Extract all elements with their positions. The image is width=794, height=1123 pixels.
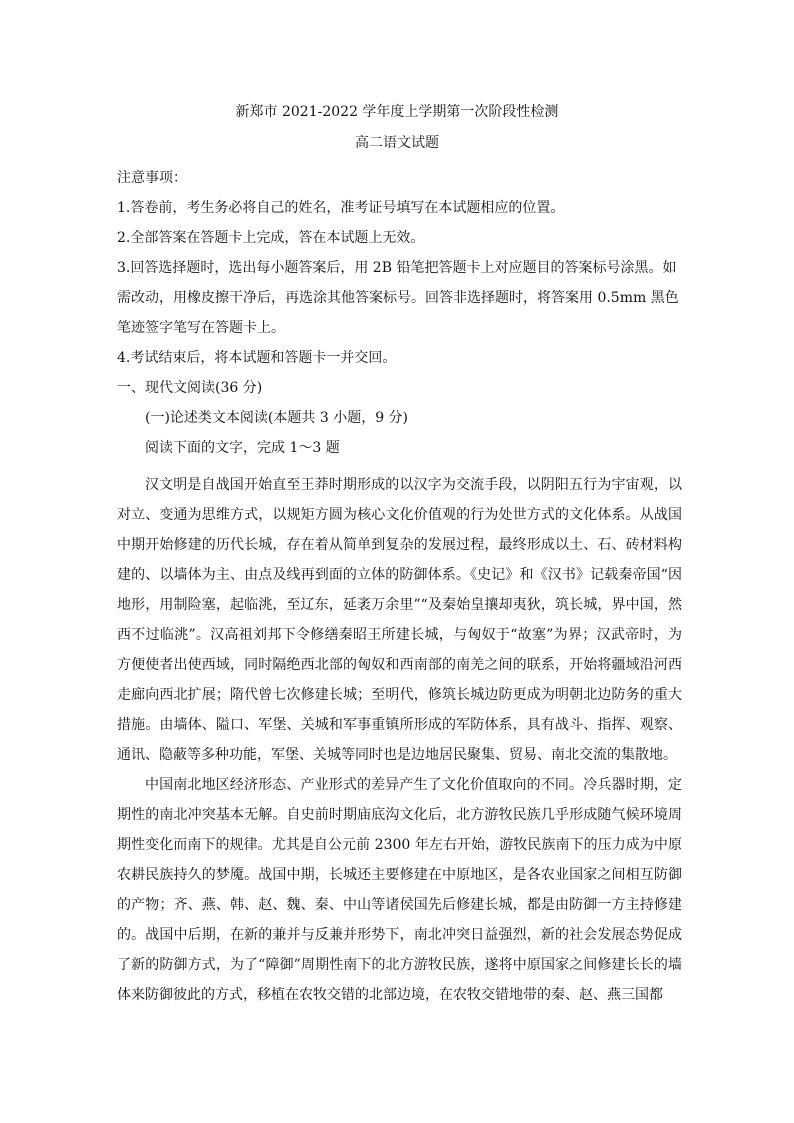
reading-instruction: 阅读下面的文字，完成 1～3 题 [145, 440, 340, 456]
note-item-4: 4.考试结束后，将本试题和答题卡一并交回。 [117, 350, 397, 366]
note-item-2: 2.全部答案在答题卡上完成，答在本试题上无效。 [117, 230, 425, 246]
section-subheading: (一)论述类文本阅读(本题共 3 小题，9 分) [145, 410, 409, 426]
note-item-1: 1.答卷前，考生务必将自己的姓名，准考证号填写在本试题相应的位置。 [117, 200, 565, 216]
notes-heading: 注意事项： [117, 170, 187, 186]
passage-paragraph-2: 中国南北地区经济形态、产业形式的差异产生了文化价值取向的不同。冷兵器时期，定期性的南北冲突基本无解。自史前时期庙底沟文化后，北方游牧民族几乎形成随气候环境周期性变化而南下的规律。尤其是自公元前 2300 年左右开始，游牧民族南下的压力成为中原农耕民族持久的梦魇。战国中期，长城还主要修建在中原地区，是各农业国家之间相互防御的产物；齐、燕、韩、赵、魏、秦、中山等诸侯国先后修建长城，都是由防御一方主持修建的。战国中后期，在新的兼并与反兼并形势下，南北冲突日益强烈，新的社会发展态势促成了新的防御方式，为了“障御”周期性南下的北方游牧民族，遂将中原国家之间修建长长的墙体来防御彼此的方式，移植在农牧交错的北部边境，在农牧交错地带的秦、赵、燕三国都 [117, 777, 682, 1003]
reading-passage [117, 470, 682, 1010]
notes-block [117, 163, 682, 463]
exam-subtitle: 高二语文试题 [355, 135, 439, 151]
note-item-3: 3.回答选择题时，选出每小题答案后，用 2B 铅笔把答题卡上对应题目的答案标号涂黑。如需改动，用橡皮擦干净后，再选涂其他答案标号。回答非选择题时，将答案用 0.5mm 黑色笔迹签字笔写在答题卡上。 [117, 260, 679, 336]
passage-paragraph-1: 汉文明是自战国开始直至王莽时期形成的以汉字为交流手段，以阴阳五行为宇宙观，以对立、变通为思维方式，以规矩方圆为核心文化价值观的行为处世方式的文化体系。从战国中期开始修建的历代长城，存在着从简单到复杂的发展过程，最终形成以土、石、砖材料构建的、以墙体为主、由点及线再到面的立体的防御体系。《史记》和《汉书》记载秦帝国“因地形，用制险塞，起临洮，至辽东，延袤万余里”“及秦始皇攘却夷狄，筑长城，界中国，然西不过临洮”。汉高祖刘邦下令修缮秦昭王所建长城，与匈奴于“故塞”为界；汉武帝时，为方便使者出使西域，同时隔绝西北部的匈奴和西南部的南羌之间的联系，开始将疆域沿河西走廊向西北扩展；隋代曾七次修建长城；至明代，修筑长城边防更成为明朝北边防务的重大措施。由墙体、隘口、军堡、关城和军事重镇所形成的军防体系，具有战斗、指挥、观察、通讯、隐蔽等多种功能，军堡、关城等同时也是边地居民聚集、贸易、南北交流的集散地。 [117, 477, 682, 763]
section-heading: 一、现代文阅读(36 分) [117, 380, 263, 396]
exam-title: 新郑市 2021-2022 学年度上学期第一次阶段性检测 [235, 104, 559, 120]
